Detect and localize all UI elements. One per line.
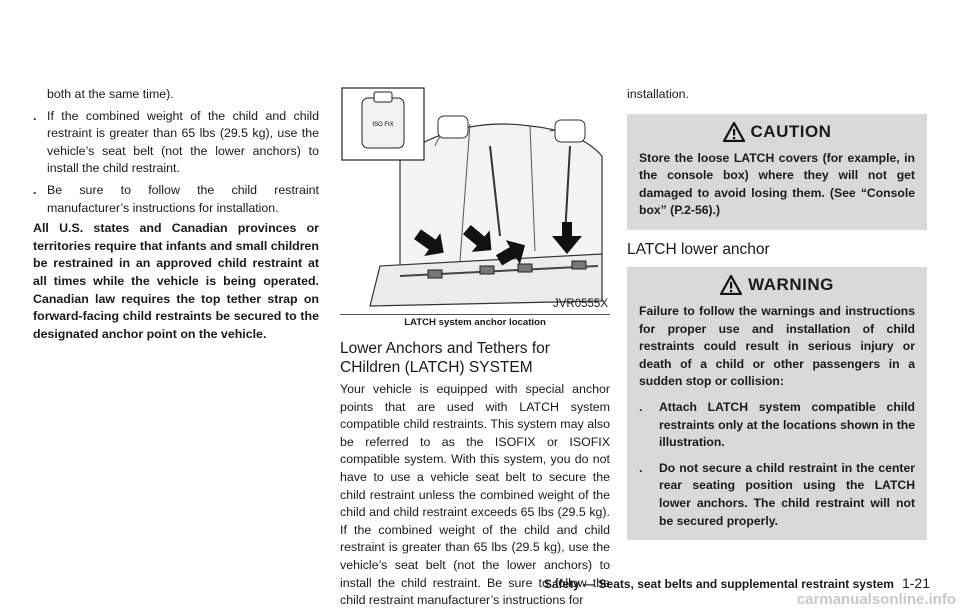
latch-description-paragraph: Your vehicle is equipped with special anchor points that are used with LATCH system compatible child restraints. This system may also be referred to as the ISOFIX or ISOFIX compatible system. With this system, you do not have to use a vehicle seat belt to secure the child restraint unless the combined weight of the child and child restraint exceeds 65 lbs (29.5 kg). If the combined weight of the child and child restraint is greater than 65 lbs (29.5 kg), use the vehicle’s seat belt (not the lower anchors) to install the child restraint. Be sure to follow the child restraint manufacturer’s instructions for	[340, 382, 610, 608]
middle-column	[340, 86, 610, 610]
bullet-item	[33, 108, 319, 178]
figure-code: JVR0555X	[553, 298, 608, 310]
right-column	[627, 86, 927, 540]
rear-seat-illustration	[340, 86, 610, 314]
warning-icon	[720, 275, 742, 295]
latch-anchor-illustration	[340, 86, 610, 315]
caution-header	[627, 114, 927, 150]
bullet-mark: .	[639, 460, 643, 475]
section-heading: Lower Anchors and Tethers for CHildren (LATCH) SYSTEM	[340, 340, 550, 376]
bullet-mark: .	[33, 182, 37, 197]
warning-title: WARNING	[748, 274, 834, 294]
bullet-text: Be sure to follow the child restraint manufacturer’s instructions for installation.	[47, 182, 319, 215]
caution-icon	[723, 122, 745, 142]
footer-section-title: Safety — Seats, seat belts and supplemental restraint system	[543, 577, 894, 591]
legal-requirement-paragraph: All U.S. states and Canadian provinces or territories require that infants and small children be restrained in an approved child restraint at all times while the vehicle is being operated. Canadian law requires the top tether strap on forward-facing child restraints be secured to the designated anchor point on the vehicle.	[33, 221, 319, 341]
continued-text: installation.	[627, 87, 689, 101]
warning-intro: Failure to follow the warnings and instructions for proper use and installation of child restraints could result in serious injury or death of a child or other passengers in a sudden stop or collision:	[639, 303, 915, 389]
caution-text: Store the loose LATCH covers (for example, in the console box) where they will not get damaged to avoid losing them. (See “Console box” (P.2-56).)	[639, 150, 915, 218]
warning-bullet	[639, 460, 915, 530]
watermark: carmanualsonline.info	[796, 591, 956, 608]
warning-bullet-text: Do not secure a child restraint in the center rear seating position using the LATCH lower anchors. The child restraint will not be secured properly.	[659, 460, 915, 528]
warning-header	[627, 267, 927, 303]
warning-bullet-text: Attach LATCH system compatible child restraints only at the locations shown in the illustration.	[659, 399, 915, 450]
page-number: 1-21	[901, 575, 930, 591]
inset-label: ISO FIX	[372, 122, 394, 128]
page-footer	[544, 575, 930, 591]
left-column	[33, 86, 319, 343]
caution-title: CAUTION	[750, 121, 832, 141]
bullet-mark: .	[33, 108, 37, 123]
warning-bullets	[627, 399, 927, 530]
figure-caption: LATCH system anchor location	[404, 317, 546, 328]
bullet-text: If the combined weight of the child and child restraint is greater than 65 lbs (29.5 kg), use the vehicle’s seat belt (not the lower anchors) to install the child restraint.	[47, 108, 319, 176]
caution-box	[627, 114, 927, 230]
warning-bullet	[639, 399, 915, 452]
bullet-item	[33, 182, 319, 217]
continued-text: both at the same time).	[47, 87, 174, 101]
bullet-mark: .	[639, 399, 643, 414]
subsection-heading: LATCH lower anchor	[627, 240, 770, 258]
warning-box	[627, 267, 927, 540]
